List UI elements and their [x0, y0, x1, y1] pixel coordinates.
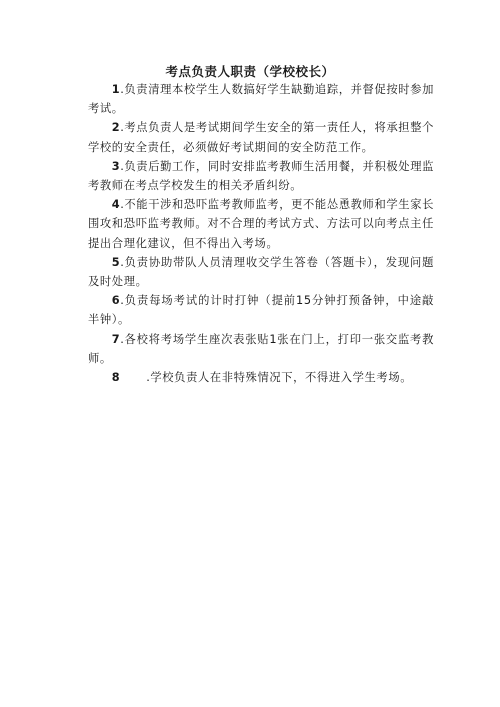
duty-item-4	[88, 195, 434, 253]
item-text: .学校负责人在非特殊情况下，不得进入学生考场。	[146, 371, 413, 385]
item-text: .不能干涉和恐吓监考教师监考，更不能怂恿教师和学生家长围攻和恐吓监考教师。对不合理的考试方式、方法可以向考点主任提出合理化建议，但不得出入考场。	[88, 198, 434, 250]
item-number: 4	[111, 198, 121, 212]
duty-item-5	[88, 253, 434, 291]
duty-item-3	[88, 157, 434, 195]
item-text: .负责后勤工作，同时安排监考教师生活用餐，并积极处理监考教师在考点学校发生的相关矛盾纠纷。	[88, 159, 434, 193]
document-title: 考点负责人职责（学校校长）	[165, 64, 335, 79]
item-text: .考点负责人是考试期间学生安全的第一责任人，将承担整个学校的安全责任，必须做好考试期间的安全防范工作。	[88, 121, 434, 154]
duty-item-1	[88, 80, 434, 118]
item-text: .负责清理本校学生人数搞好学生缺勤追踪，并督促按时参加考试。	[88, 83, 434, 116]
item-number: 6	[111, 294, 121, 308]
duty-item-2	[88, 118, 434, 156]
item-number: 7	[111, 332, 121, 346]
item-number: 8	[111, 371, 121, 385]
item-text: .负责每场考试的计时打钟（提前15分钟打预备钟，中途敲半钟）。	[88, 294, 434, 327]
duty-item-8	[88, 368, 434, 387]
item-text: .各校将考场学生座次表张贴1张在门上，打印一张交监考教师。	[88, 332, 434, 365]
item-number: 1	[111, 83, 121, 96]
duty-item-6	[88, 291, 434, 329]
item-number: 5	[111, 255, 121, 269]
item-number: 3	[111, 159, 121, 173]
item-text: .负责协助带队人员清理收交学生答卷（答题卡），发现问题及时处理。	[88, 255, 434, 289]
document-body	[88, 80, 434, 387]
duty-item-7	[88, 330, 434, 368]
item-number: 2	[111, 121, 121, 135]
